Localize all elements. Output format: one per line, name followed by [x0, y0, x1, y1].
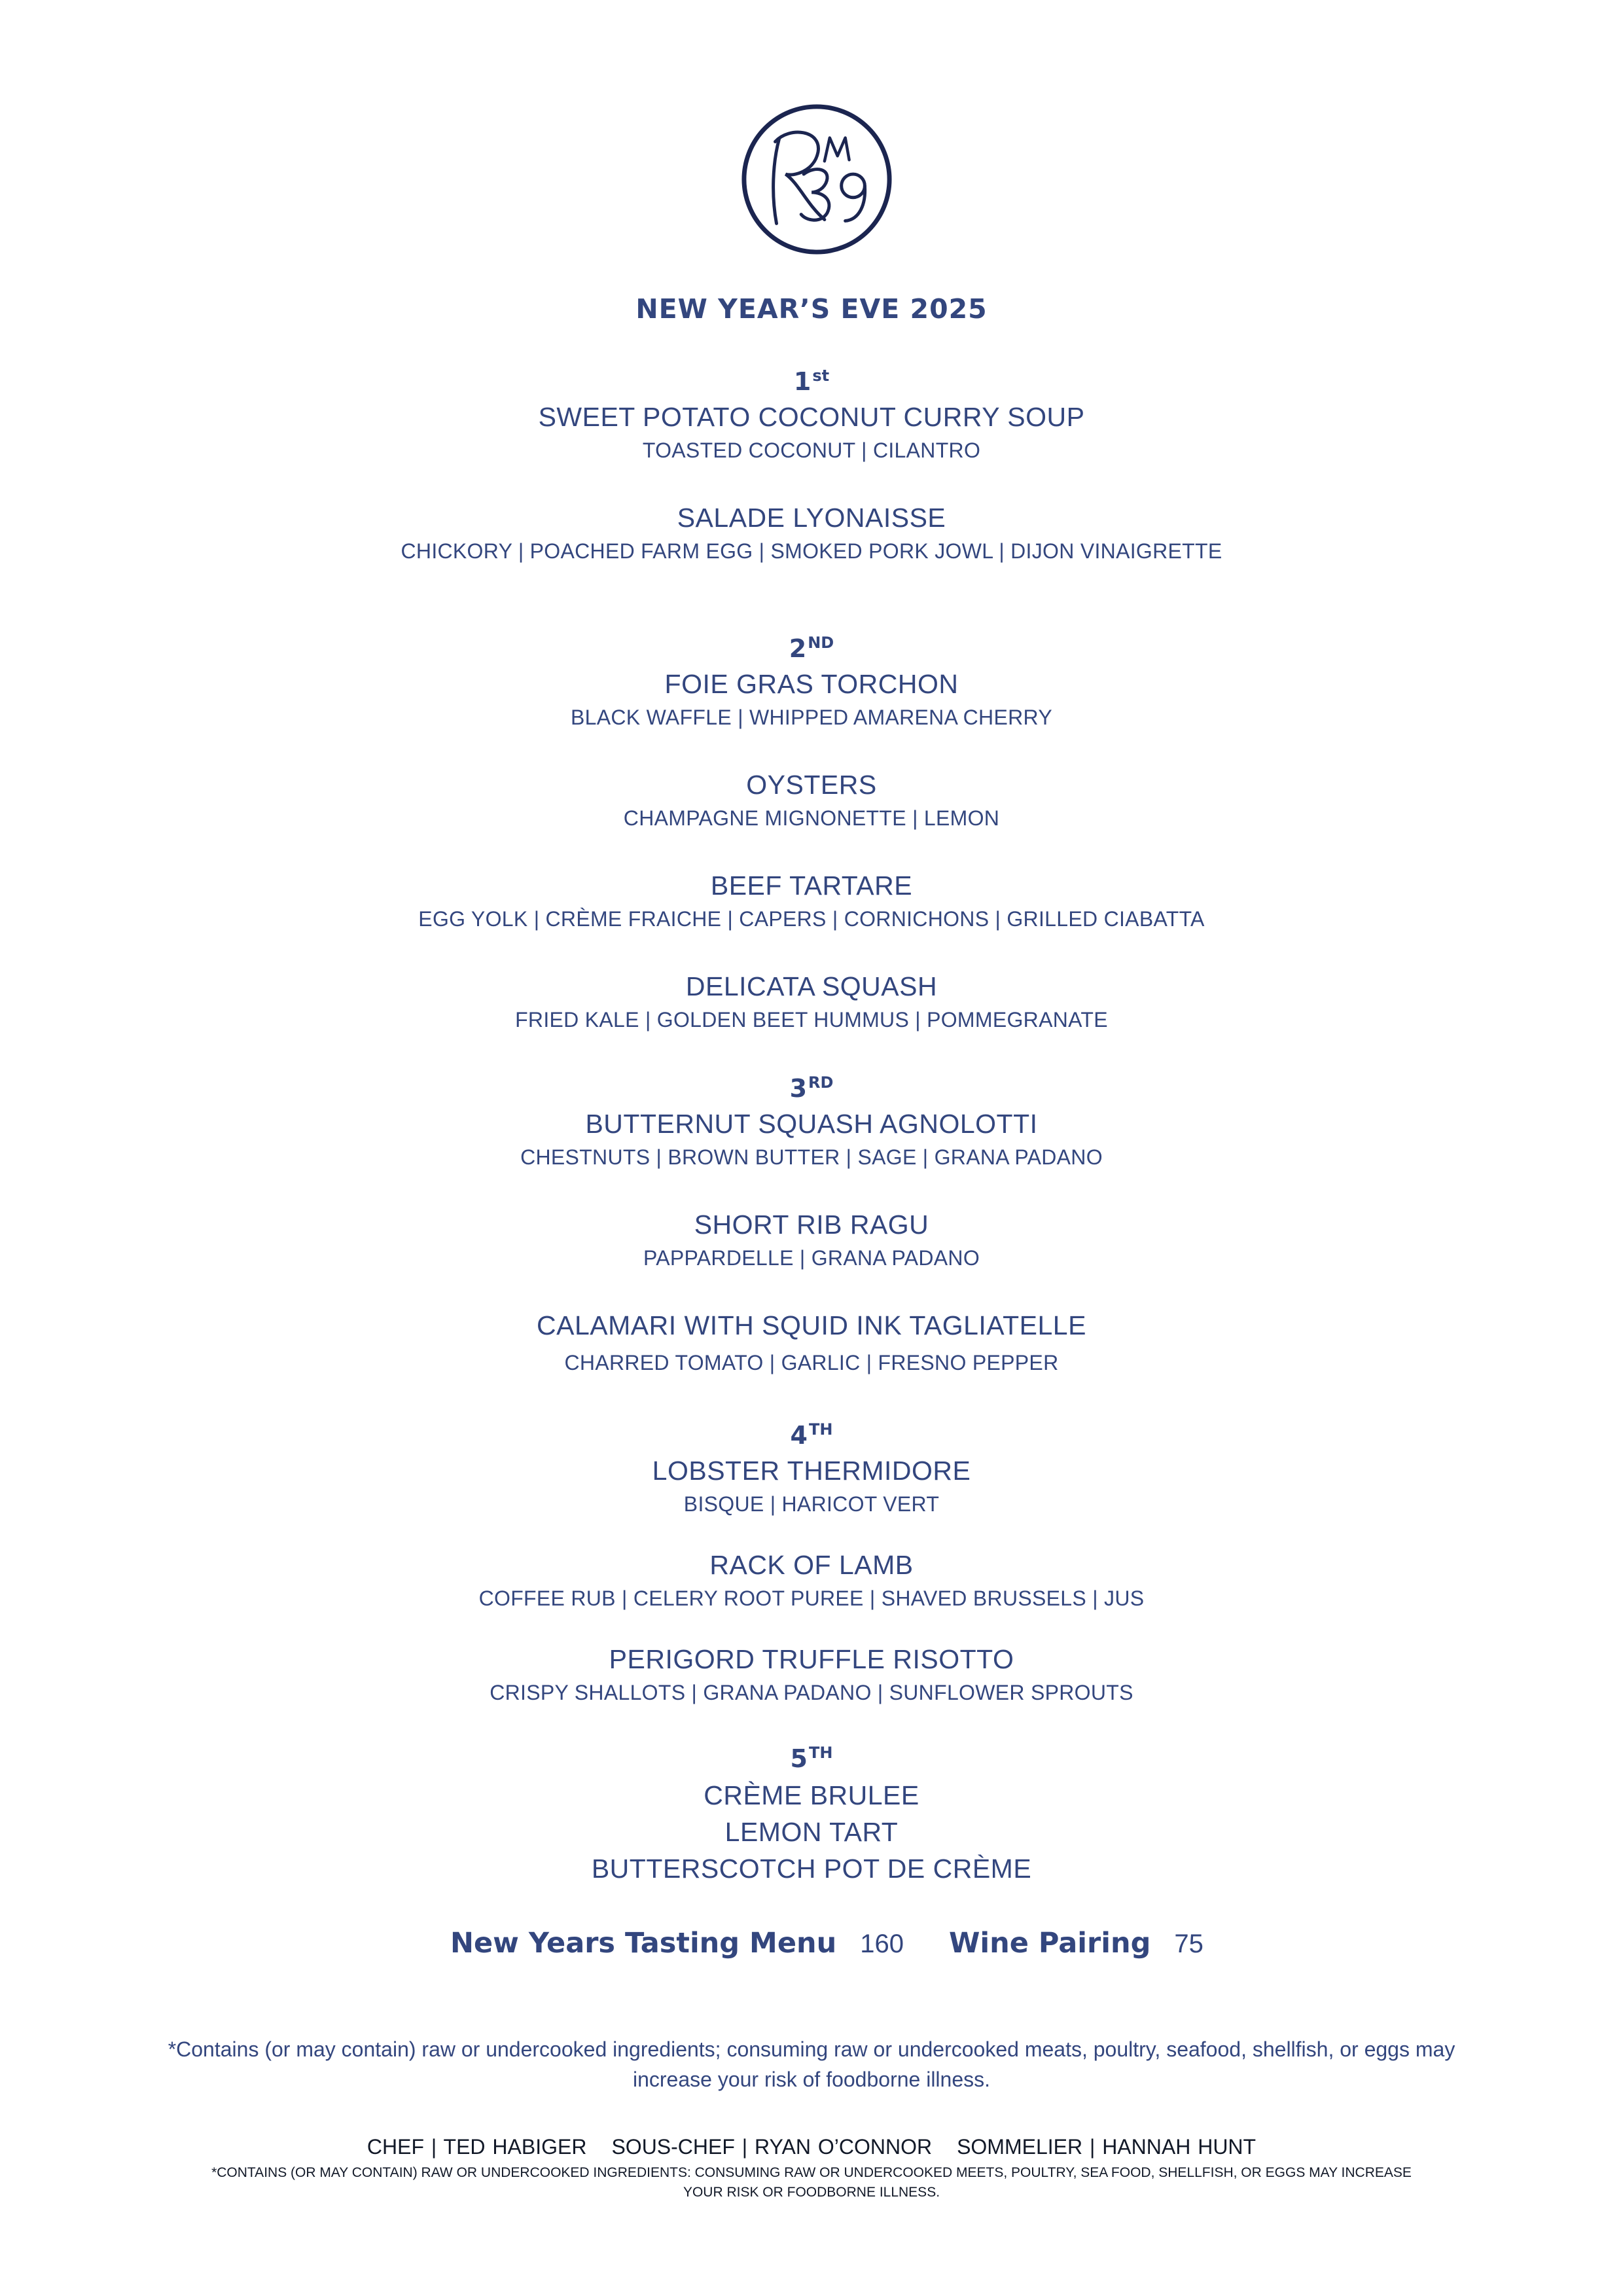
- dish-description: CRISPY SHALLOTS | GRANA PADANO | SUNFLOWER SPROUTS: [490, 1681, 1133, 1704]
- dish-description: COFFEE RUB | CELERY ROOT PUREE | SHAVED BRUSSELS | JUS: [478, 1587, 1145, 1610]
- course-heading-3: 3RD: [789, 1073, 834, 1103]
- course-heading-4: 4TH: [790, 1420, 833, 1450]
- disclaimer-line: *Contains (or may contain) raw or undercooked ingredients; consuming raw or undercooked meats, poultry, seafood, shellfish, or eggs may: [168, 2037, 1455, 2061]
- course-heading-2: 2ND: [789, 634, 834, 663]
- dish-description: CHARRED TOMATO | GARLIC | FRESNO PEPPER: [564, 1351, 1059, 1374]
- dish-description: BLACK WAFFLE | WHIPPED AMARENA CHERRY: [570, 706, 1052, 729]
- dish-name: BUTTERSCOTCH POT DE CRÈME: [591, 1854, 1032, 1884]
- price-value: 75: [1174, 1929, 1204, 1958]
- fine-print-line: *CONTAINS (OR MAY CONTAIN) RAW OR UNDERCOOKED INGREDIENTS: CONSUMING RAW OR UNDERCOOKED MEETS, POULTRY, SEA FOOD, SHELLFISH, OR EGGS MAY INCREASE: [211, 2165, 1412, 2180]
- dish-name: CRÈME BRULEE: [704, 1780, 919, 1810]
- fine-print-line: YOUR RISK OR FOODBORNE ILLNESS.: [683, 2185, 940, 2200]
- dish-name: DELICATA SQUASH: [685, 971, 938, 1001]
- staff-chef: CHEF | TED HABIGER: [366, 2135, 587, 2159]
- pricing-row: [0, 1927, 1623, 1966]
- dish-name: LEMON TART: [724, 1817, 899, 1847]
- dish-description: CHAMPAGNE MIGNONETTE | LEMON: [623, 806, 1000, 830]
- dish-description: EGG YOLK | CRÈME FRAICHE | CAPERS | CORNICHONS | GRILLED CIABATTA: [418, 907, 1205, 931]
- tasting-menu-price: [450, 1927, 904, 1960]
- dish-description: BISQUE | HARICOT VERT: [683, 1492, 940, 1516]
- price-label: New Years Tasting Menu: [450, 1927, 837, 1960]
- dish-name: PERIGORD TRUFFLE RISOTTO: [609, 1644, 1014, 1674]
- staff-sous-chef: SOUS-CHEF | RYAN O’CONNOR: [611, 2135, 933, 2159]
- dish-name: LOBSTER THERMIDORE: [652, 1456, 971, 1486]
- dish-name: SALADE LYONAISSE: [677, 503, 946, 533]
- dish-name: RACK OF LAMB: [709, 1550, 914, 1580]
- dish-description: CHICKORY | POACHED FARM EGG | SMOKED PORK JOWL | DIJON VINAIGRETTE: [401, 539, 1222, 563]
- dish-name: BEEF TARTARE: [710, 870, 913, 901]
- price-value: 160: [860, 1929, 904, 1958]
- dish-description: CHESTNUTS | BROWN BUTTER | SAGE | GRANA PADANO: [520, 1145, 1103, 1169]
- course-heading-1: 1st: [793, 367, 830, 396]
- rm39-logo-icon: [739, 101, 895, 257]
- dish-name: BUTTERNUT SQUASH AGNOLOTTI: [585, 1109, 1038, 1139]
- course-heading-5: 5TH: [790, 1744, 833, 1773]
- dish-description: FRIED KALE | GOLDEN BEET HUMMUS | POMMEGRANATE: [515, 1008, 1108, 1031]
- staff-sommelier: SOMMELIER | HANNAH HUNT: [957, 2135, 1257, 2159]
- dish-name: SHORT RIB RAGU: [694, 1210, 929, 1240]
- wine-pairing-price: [949, 1927, 1204, 1960]
- dish-description: TOASTED COCONUT | CILANTRO: [642, 439, 981, 462]
- disclaimer-line: increase your risk of foodborne illness.: [632, 2068, 991, 2091]
- dish-description: PAPPARDELLE | GRANA PADANO: [643, 1246, 980, 1270]
- dish-name: SWEET POTATO COCONUT CURRY SOUP: [538, 402, 1085, 432]
- menu-title: NEW YEAR’S EVE 2025: [635, 293, 988, 325]
- price-label: Wine Pairing: [949, 1927, 1151, 1960]
- dish-name: OYSTERS: [746, 770, 877, 800]
- staff-line: [0, 2135, 1623, 2159]
- dish-name: FOIE GRAS TORCHON: [664, 669, 959, 699]
- dish-name: CALAMARI WITH SQUID INK TAGLIATELLE: [537, 1310, 1086, 1340]
